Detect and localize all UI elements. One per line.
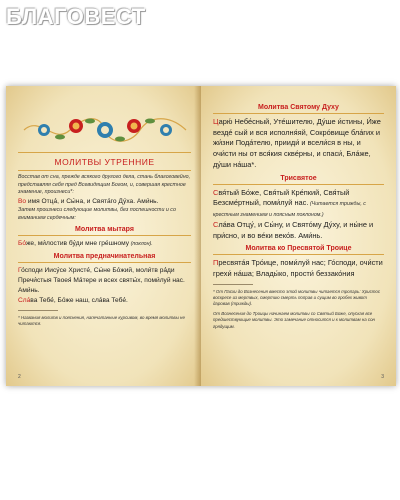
glory-text-right: ла́ва Отцу́, и Сы́ну, и Свято́му Ду́ху, и ны́не и при́сно, и во ве́ки веко́в. Ами́нь. bbox=[213, 219, 374, 240]
trinity-initial: П bbox=[213, 258, 219, 268]
holy-spirit-prayer bbox=[213, 117, 384, 171]
footnote-separator bbox=[18, 310, 58, 311]
trinity-prayer bbox=[213, 258, 384, 279]
initial-prayer-title: Молитва предначинательная bbox=[53, 253, 156, 261]
trisagion-divider bbox=[213, 184, 384, 185]
right-footnote-1: * От Пасхи до Вознесения вместо этой молитвы читается тропарь: Христос воскресе из мертвых, смертию смерть поправ и сущим во гробех живот даровав (трижды). bbox=[213, 288, 381, 307]
trinity-text: ресвята́я Тро́ице, поми́луй нас; Го́споди, очи́сти грехи́ на́ша; Влады́ко, прости́ беззако́ния bbox=[213, 258, 383, 279]
publican-prayer-title: Молитва мытаря bbox=[75, 226, 134, 234]
right-footnote-separator bbox=[213, 284, 253, 285]
floral-ornament bbox=[18, 110, 191, 150]
page-number-right: 3 bbox=[381, 374, 384, 380]
opening-text: имя Отца́, и Сы́на, и Свята́го Ду́ха. Ами́нь. bbox=[26, 198, 159, 206]
left-footnote: * Названия молитв и пояснения, напечатанные курсивом, во время молитвы не читаются. bbox=[18, 314, 185, 326]
trisagion-text: вя́тый Бо́же, Свя́тый Кре́пкий, Свя́тый Безсме́ртный, поми́луй нас. bbox=[213, 187, 350, 208]
trinity-title: Молитва ко Пресвятой Троице bbox=[245, 245, 352, 253]
trisagion-prayer bbox=[213, 188, 384, 220]
holy-spirit-text: арю́ Небе́сный, Уте́шителю, Ду́ше и́стины, И́же везде́ сый и вся исполня́яй, Сокро́вище бла́гих и жи́зни Пода́телю, прииди́ и всели́ся в ны, и очи́сти ны от вся́кия скве́рны, и спаси́, Бла́же, ду́ши на́ша*. bbox=[213, 117, 381, 169]
initial-prayer-text: о́споди Иису́се Христе́, Сы́не Бо́жий, моли́тв ра́ди Пречи́стыя Твоея́ Ма́тере и всех святы́х, поми́луй нас. Ами́нь. bbox=[18, 267, 185, 294]
publican-text: же, ми́лостив бу́ди мне гре́шному bbox=[26, 240, 130, 248]
trisagion-initial: С bbox=[213, 187, 219, 197]
watermark-logo: БЛАГОВЕСТ bbox=[6, 4, 146, 29]
instruction-text: Затем произнеси следующие молитвы, без поспешности и со вниманием сердечным: bbox=[18, 206, 176, 221]
glory-text-left: ́ва Тебе́, Бо́же наш, сла́ва Тебе́. bbox=[30, 296, 128, 304]
right-page bbox=[201, 86, 396, 386]
ornament-divider bbox=[18, 152, 191, 153]
publican-prayer bbox=[18, 239, 191, 249]
publican-note: (поклон). bbox=[129, 241, 153, 248]
trinity-divider bbox=[213, 254, 384, 255]
trisagion-note: (Читается трижды, с крестным знамением и поясным поклоном.) bbox=[213, 201, 366, 219]
opening-initial: Во bbox=[18, 198, 27, 206]
initial-prayer-divider bbox=[18, 262, 191, 263]
intro-text: Восстав от сна, прежде всякого другого дела, стань благоговейно, представляя себя пред Всевидящим Богом, и, совершая крестное знамение, произнеси*: bbox=[18, 174, 191, 196]
publican-divider bbox=[18, 235, 191, 236]
opening-prayer bbox=[18, 197, 191, 207]
holy-spirit-initial: Ц bbox=[213, 117, 219, 126]
page-number-left: 2 bbox=[18, 374, 21, 380]
glory-initial-right: С bbox=[213, 219, 219, 229]
open-booklet bbox=[6, 86, 396, 386]
initial-prayer bbox=[18, 266, 191, 296]
publican-initial: Бо́ bbox=[18, 240, 26, 248]
left-page bbox=[6, 86, 201, 386]
section-title: МОЛИТВЫ УТРЕННИЕ bbox=[54, 157, 155, 167]
title-divider bbox=[18, 170, 191, 171]
holy-spirit-title: Молитва Святому Духу bbox=[258, 104, 339, 111]
glory-initial-left: Сла bbox=[18, 296, 31, 304]
floral-ornament-icon bbox=[20, 113, 190, 147]
holy-spirit-divider bbox=[213, 113, 384, 114]
right-footnote-2: От Вознесения до Троицы начинаем молитвы со Святый Боже, опуская все предшествующие молитвы. Это замечание относится и к молитвам на сон грядущим. bbox=[213, 311, 375, 329]
trisagion-title: Трисвятое bbox=[280, 174, 317, 182]
glory-prayer-right bbox=[213, 220, 384, 241]
glory-prayer-left bbox=[18, 296, 191, 306]
initial-prayer-initial: Г bbox=[18, 267, 22, 275]
